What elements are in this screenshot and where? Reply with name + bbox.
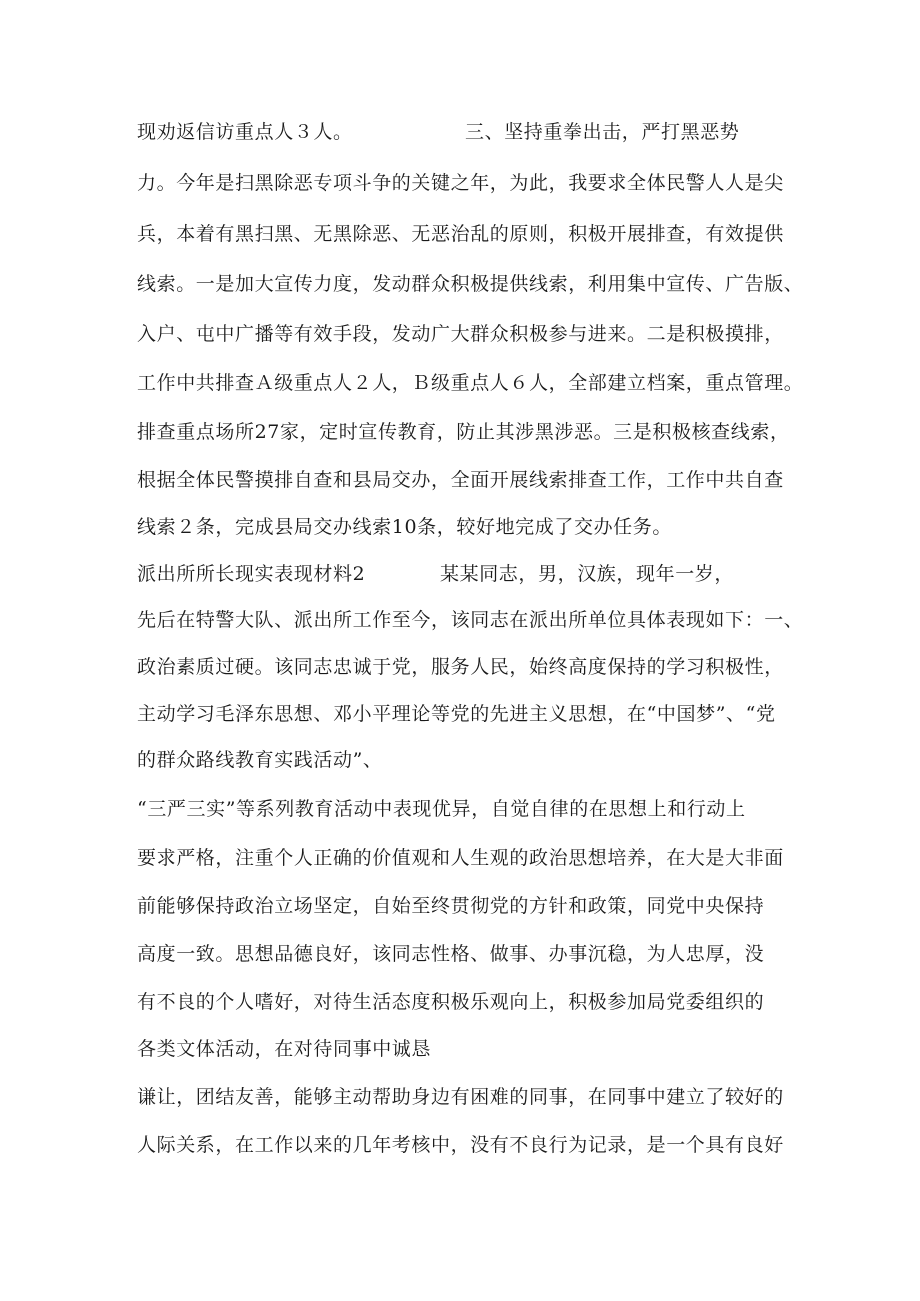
text-line-20: 各类文体活动，在对待同事中诚恳	[137, 1038, 432, 1060]
section-heading-3: 三、坚持重拳出击，严打黑恶势	[465, 121, 740, 143]
text-line-16: 要求严格，注重个人正确的价值观和人生观的政治思想培养，在大是大非面	[137, 847, 784, 869]
text-line-1: 现劝返信访重点人３人。 三、坚持重拳出击，严打黑恶势	[137, 121, 740, 143]
document-title: 派出所所长现实表现材料2	[137, 563, 366, 585]
text-line-12: 政治素质过硬。该同志忠诚于党，服务人民，始终高度保持的学习积极性，	[137, 656, 784, 678]
text-line-3: 兵，本着有黑扫黑、无黑除恶、无恶治乱的原则，积极开展排查，有效提供	[137, 223, 784, 245]
text-line-22: 人际关系，在工作以来的几年考核中，没有不良行为记录，是一个具有良好	[137, 1134, 784, 1156]
text-line-6: 工作中共排查Ａ级重点人２人，Ｂ级重点人６人，全部建立档案，重点管理。	[137, 372, 804, 394]
text-line-13: 主动学习毛泽东思想、邓小平理论等党的先进主义思想，在“中国梦”、“党	[137, 703, 776, 725]
text-line-10	[137, 562, 735, 586]
text-line-2: 力。今年是扫黑除恶专项斗争的关键之年，为此，我要求全体民警人人是尖	[137, 172, 784, 194]
text-line-14: 的群众路线教育实践活动”、	[137, 749, 383, 771]
text-line-17: 前能够保持政治立场坚定，自始至终贯彻党的方针和政策，同党中央保持	[137, 895, 765, 917]
text-line-7: 排查重点场所27家，定时宣传教育，防止其涉黑涉恶。三是积极核查线索，	[137, 421, 790, 443]
subject-intro: 某某同志，男，汉族，现年一岁，	[440, 563, 735, 585]
text-line-4: 线索。一是加大宣传力度，发动群众积极提供线索，利用集中宣传、广告版、	[137, 273, 804, 295]
text-line-9: 线索２条，完成县局交办线索10条，较好地完成了交办任务。	[137, 516, 672, 538]
text-line-18: 高度一致。思想品德良好，该同志性格、做事、办事沉稳，为人忠厚，没	[137, 943, 765, 965]
text-line-8: 根据全体民警摸排自查和县局交办，全面开展线索排查工作，工作中共自查	[137, 469, 784, 491]
text-line-21: 谦让，团结友善，能够主动帮助身边有困难的同事，在同事中建立了较好的	[137, 1086, 784, 1108]
text-line-5: 入户、屯中广播等有效手段，发动广大群众积极参与进来。二是积极摸排，	[137, 323, 784, 345]
text-line-19: 有不良的个人嗜好，对待生活态度积极乐观向上，积极参加局党委组织的	[137, 991, 765, 1013]
text-line-11: 先后在特警大队、派出所工作至今，该同志在派出所单位具体表现如下：一、	[137, 609, 804, 631]
text-line-15: “三严三实”等系列教育活动中表现优异，自觉自律的在思想上和行动上	[137, 798, 746, 820]
